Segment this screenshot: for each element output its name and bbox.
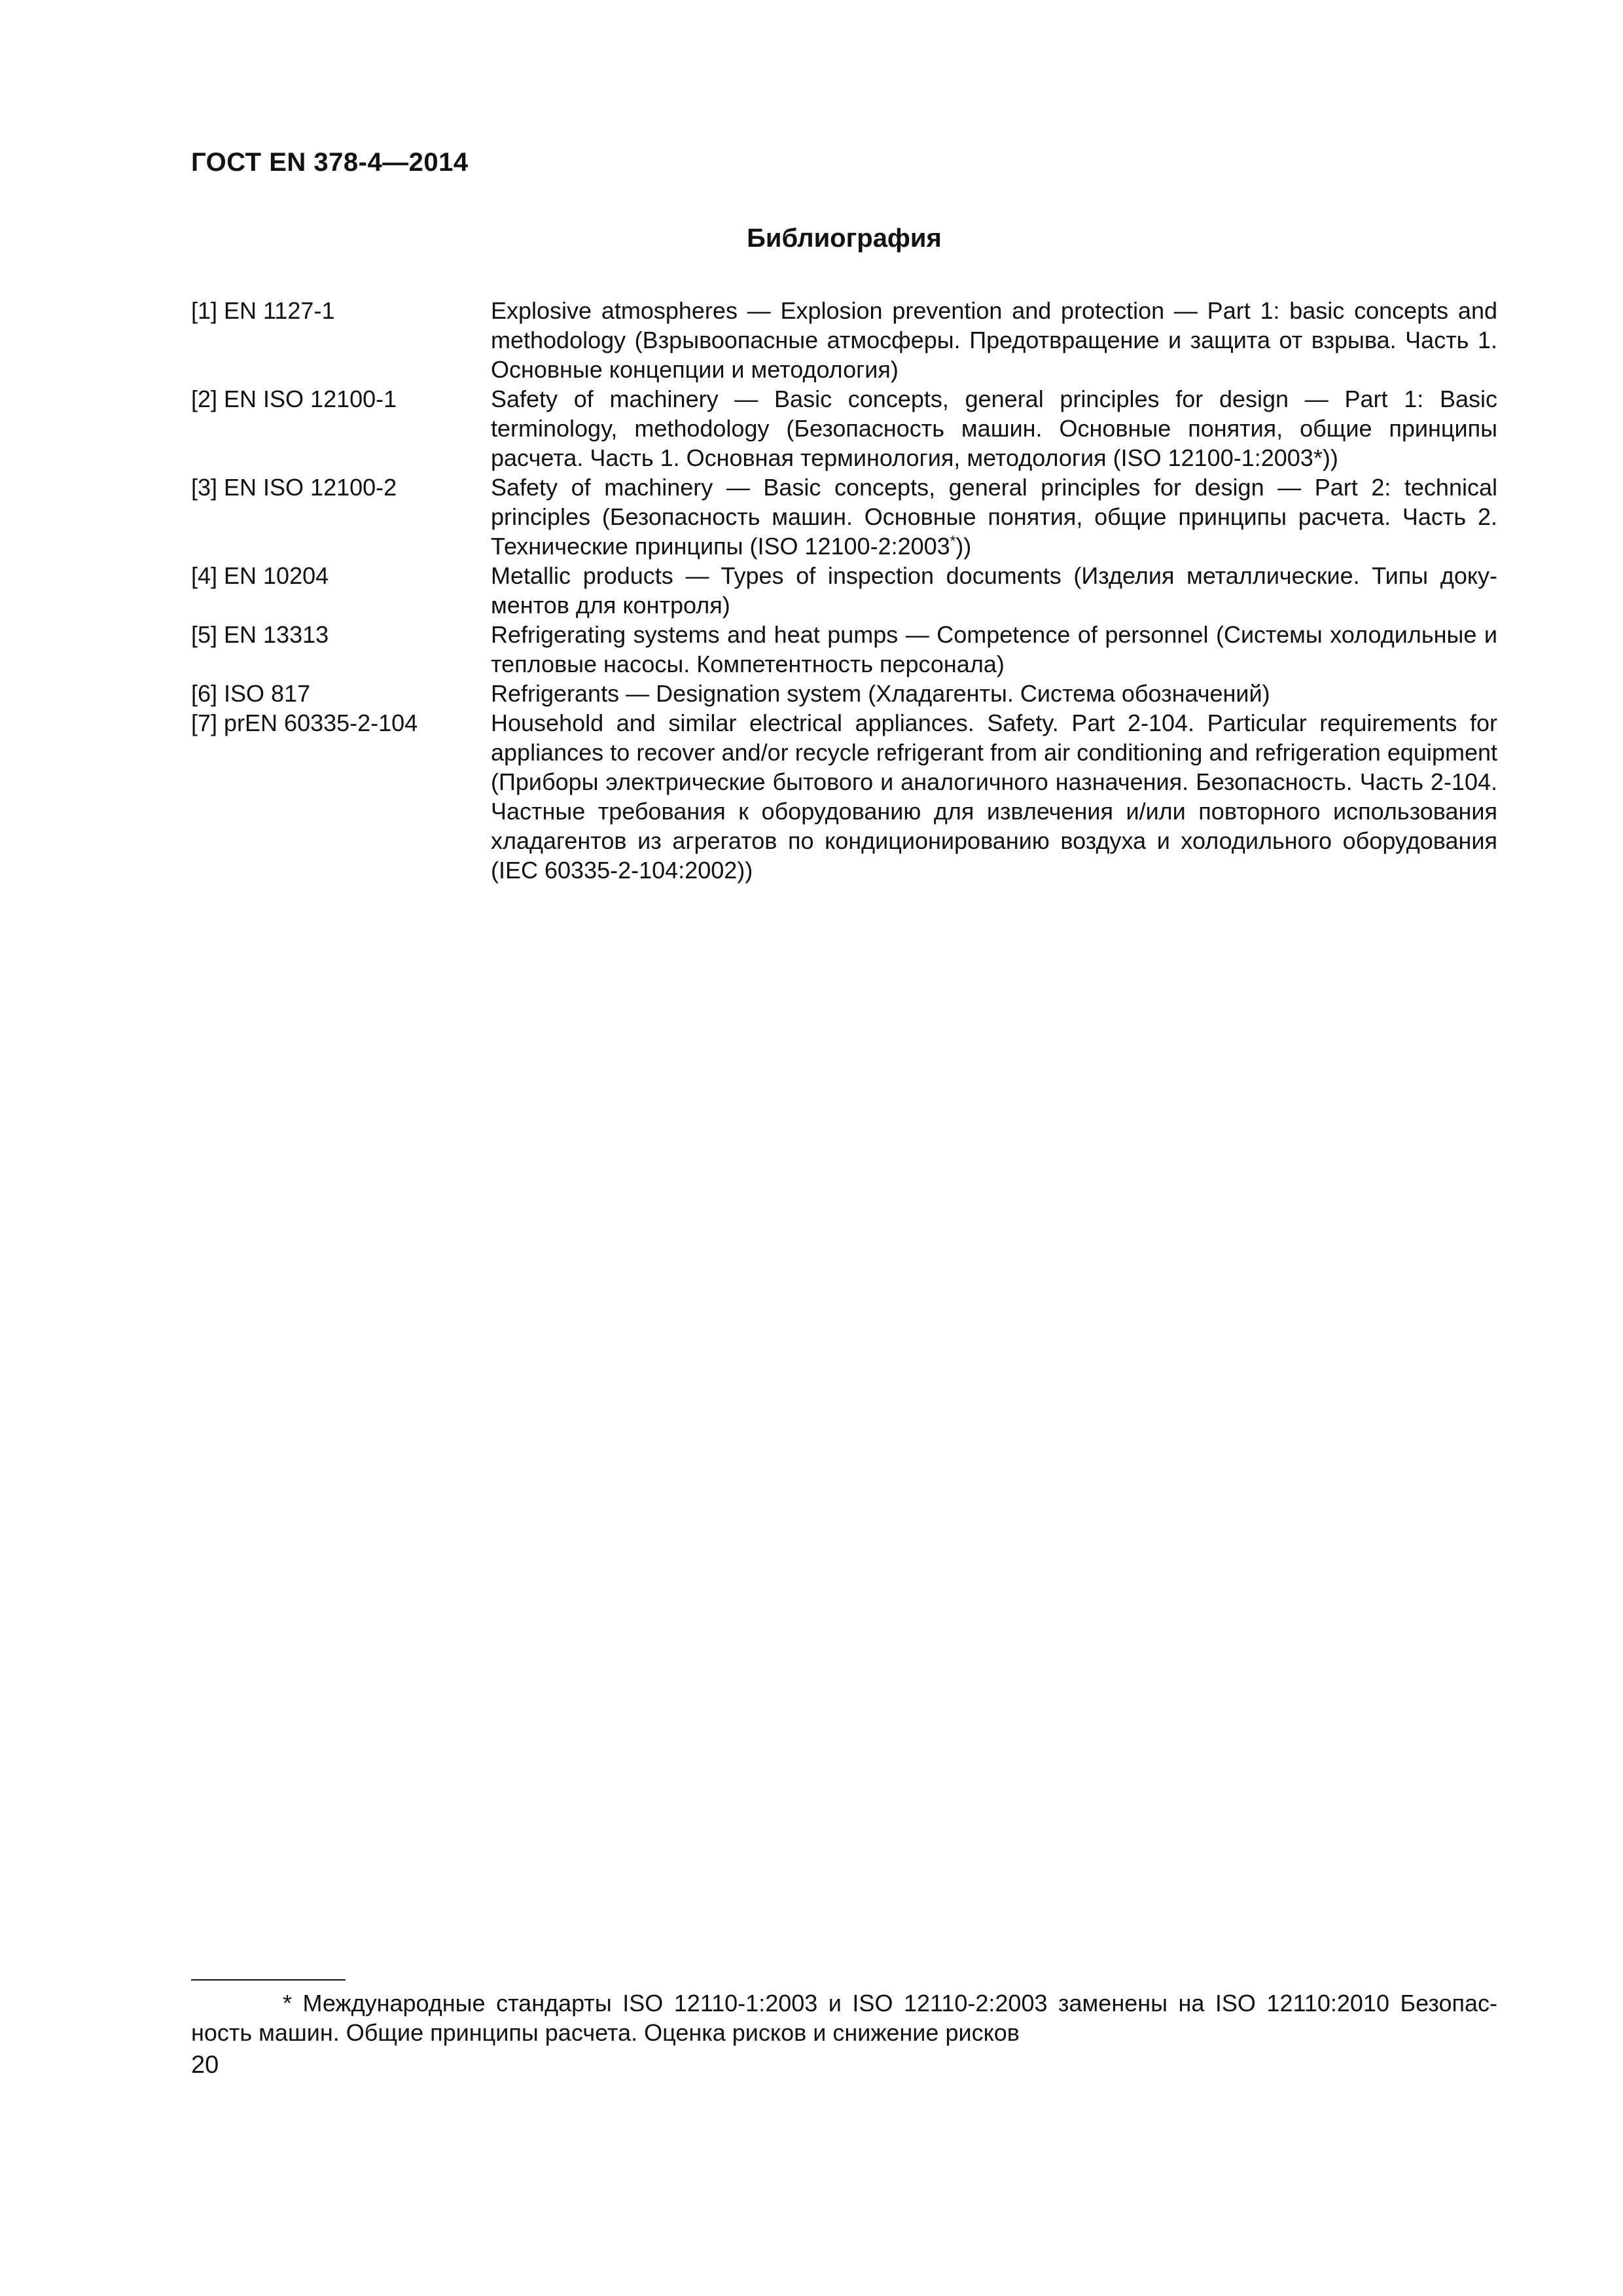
bibliography-entry bbox=[191, 473, 1497, 561]
bibliography-entry bbox=[191, 561, 1497, 620]
bibliography-entry bbox=[191, 679, 1497, 708]
bibliography-description: Safety of machinery — Basic concepts, general principles for design — Part 1: Basic terminology, methodology (Безопасность машин. Основные понятия, общие принципы расчета. Часть 1. Основная терминология, методология (ISO 12100-1:2003*)) bbox=[491, 386, 1497, 471]
footnote-marker: * bbox=[950, 533, 956, 549]
bibliography-list bbox=[191, 296, 1497, 885]
bibliography-ref: [3] EN ISO 12100-2 bbox=[191, 474, 397, 501]
bibliography-ref: [1] EN 1127-1 bbox=[191, 297, 335, 324]
bibliography-entry bbox=[191, 708, 1497, 885]
bibliography-entry bbox=[191, 384, 1497, 473]
bibliography-entry bbox=[191, 296, 1497, 384]
bibliography-description bbox=[491, 473, 1497, 561]
standard-code: ГОСТ EN 378-4—2014 bbox=[191, 148, 469, 177]
bibliography-description-tail: )) bbox=[955, 533, 972, 560]
bibliography-description: Household and similar electrical appliances. Safety. Part 2-104. Particular requirements for appliances to recover and/or recycle refrigerant from air conditioning and refrigeration equipment (Приборы электрические бытового и аналогичного назначения. Безопасность. Часть 2-104. Частные требования к оборудованию для извлечения и/или повторного использования хладагентов из агрегатов по кондиционированию воздуха и холодильного оборудования (IEC 60335-2-104:2002)) bbox=[491, 709, 1497, 884]
footnote-text: * Международные стандарты ISO 12110-1:2003 и ISO 12110-2:2003 заменены на ISO 12110:2010 Безопасность машин. Общие принципы расчета. Оценка рисков и снижение рисков bbox=[191, 1990, 1497, 2046]
bibliography-entry bbox=[191, 620, 1497, 679]
bibliography-ref: [5] EN 13313 bbox=[191, 621, 329, 648]
bibliography-title: Библиография bbox=[747, 224, 942, 253]
bibliography-description-text: Safety of machinery — Basic concepts, general principles for design — Part 2: technical principles (Безопасность машин. Основные понятия, общие принципы расчета. Часть 2. Технические принципы (ISO 12100-2:2003 bbox=[491, 474, 1497, 560]
bibliography-ref: [2] EN ISO 12100-1 bbox=[191, 386, 397, 412]
bibliography-description: Explosive atmospheres — Explosion prevention and protection — Part 1: basic concepts and methodology (Взрывоопасные атмосферы. Предотвращение и защита от взрыва. Часть 1. Основные концепции и методология) bbox=[491, 297, 1497, 383]
bibliography-description: Metallic products — Types of inspection documents (Изделия металлические. Типы документов для контроля) bbox=[491, 562, 1497, 619]
bibliography-ref: [7] prEN 60335-2-104 bbox=[191, 709, 418, 736]
page-number: 20 bbox=[191, 2051, 219, 2079]
bibliography-ref: [6] ISO 817 bbox=[191, 680, 311, 707]
footnote-divider bbox=[191, 1979, 346, 1981]
bibliography-description: Refrigerating systems and heat pumps — Competence of personnel (Системы холодильные и тепловые насосы. Компетентность персонала) bbox=[491, 621, 1497, 677]
bibliography-description: Refrigerants — Designation system (Хладагенты. Система обозначений) bbox=[491, 680, 1270, 707]
bibliography-ref: [4] EN 10204 bbox=[191, 562, 329, 589]
